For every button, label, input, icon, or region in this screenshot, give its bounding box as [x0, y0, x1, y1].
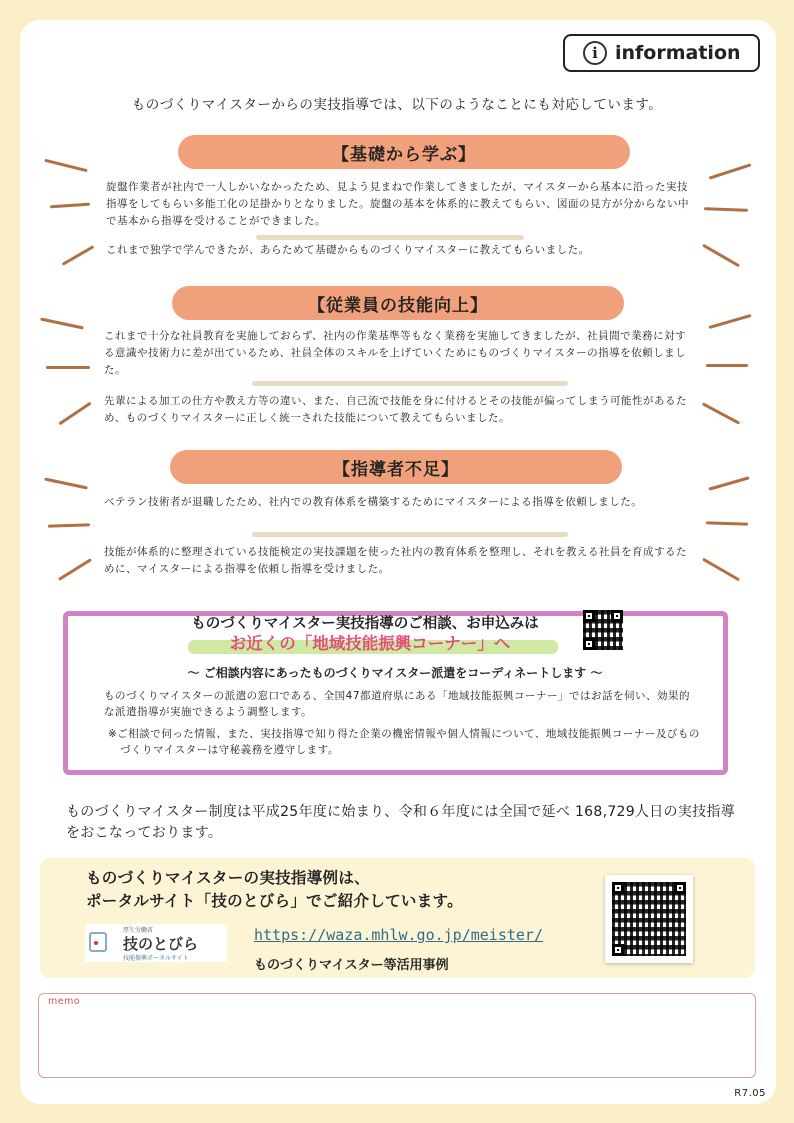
consultation-subtitle: ～ ご相談内容にあったものづくりマイスター派遣をコーディネートします ～ [187, 666, 603, 680]
door-logo-icon [89, 932, 107, 952]
consultation-body: ものづくりマイスターの派遣の窓口である、全国47都道府県にある「地域技能振興コーナー」ではお話を伺い、効果的な派遣指導が実施できるよう調整します。 [104, 690, 691, 718]
consultation-qr-code[interactable] [583, 610, 623, 650]
portal-qr-code[interactable] [612, 882, 686, 956]
section-basics-paragraph-2: これまで独学で学んできたが、あらためて基礎からものづくりマイスターに教えてもらいました。 [106, 244, 590, 256]
portal-heading-line-2: ポータルサイト「技のとびら」でご紹介しています。 [86, 892, 463, 910]
logo-subtitle: 技能振興ポータルサイト [123, 955, 189, 962]
intro-text: ものづくりマイスターからの実技指導では、以下のようなことにも対応しています。 [131, 97, 663, 113]
section-basics-paragraph-1: 旋盤作業者が社内で一人しかいなかったため、見よう見まねで作業してきましたが、マイスターから基本に沿った実技指導をしてもらい多能工化の足掛かりとなりました。旋盤の基本を体系的に教えてもらい、図面の見方が分からない中で基本から指導を受けることができました。 [106, 181, 689, 227]
section-instructor-paragraph-2: 技能が体系的に整理されている技能検定の実技課題を使った社内の教育体系を整理し、それを教える社員を育成するために、マイスターによる指導を依頼し指導を受けました。 [104, 546, 687, 575]
section-heading-basics: 【基礎から学ぶ】 [178, 135, 630, 169]
section-heading-skill-improvement: 【従業員の技能向上】 [172, 286, 624, 320]
divider [256, 235, 524, 240]
consultation-title: ものづくりマイスター実技指導のご相談、お申込みは [191, 616, 539, 632]
portal-url-link[interactable]: https://waza.mhlw.go.jp/meister/ [254, 926, 543, 944]
logo-ministry: 厚生労働省 [123, 927, 154, 934]
section-skill-paragraph-1: これまで十分な社員教育を実施しておらず、社内の作業基準等もなく業務を実施してきましたが、社員間で業務に対する意識や技術力に差が出ているため、社員全体のスキルを上げていくためにものづくりマイスターの指導を依頼しました。 [104, 330, 687, 376]
waza-no-tobira-logo[interactable] [85, 924, 227, 962]
decoration-tick [706, 364, 748, 367]
document-code: R7.05 [734, 1088, 766, 1099]
program-statistic: ものづくりマイスター制度は平成25年度に始まり、令和６年度には全国で延べ 168,729人日の実技指導をおこなっております。 [66, 804, 736, 841]
portal-caption: ものづくりマイスター等活用事例 [254, 958, 449, 973]
divider [252, 532, 568, 537]
logo-name: 技のとびら [123, 935, 199, 953]
memo-box[interactable] [38, 993, 756, 1078]
divider [252, 381, 568, 386]
memo-label: memo [48, 996, 81, 1007]
information-badge [563, 34, 760, 72]
portal-heading [86, 867, 586, 913]
information-label: information [615, 42, 741, 64]
section-skill-paragraph-2: 先輩による加工の仕方や教え方等の違い、また、自己流で技能を身に付けるとその技能が偏ってしまう可能性があるため、ものづくりマイスターに正しく統一された技能について教えてもらいました。 [104, 395, 687, 424]
consultation-highlight: お近くの「地域技能振興コーナー」へ [229, 634, 511, 653]
section-instructor-paragraph-1: ベテラン技術者が退職したため、社内での教育体系を構築するためにマイスターによる指導を依頼しました。 [104, 496, 643, 508]
decoration-tick [46, 366, 90, 369]
consultation-note: ※ご相談で伺った情報、また、実技指導で知り得た企業の機密情報や個人情報について、地域技能振興コーナー及びものづくりマイスターは守秘義務を遵守します。 [108, 728, 700, 756]
section-heading-instructor-shortage: 【指導者不足】 [170, 450, 622, 484]
portal-heading-line-1: ものづくりマイスターの実技指導例は、 [86, 869, 370, 887]
info-icon: i [583, 41, 607, 65]
